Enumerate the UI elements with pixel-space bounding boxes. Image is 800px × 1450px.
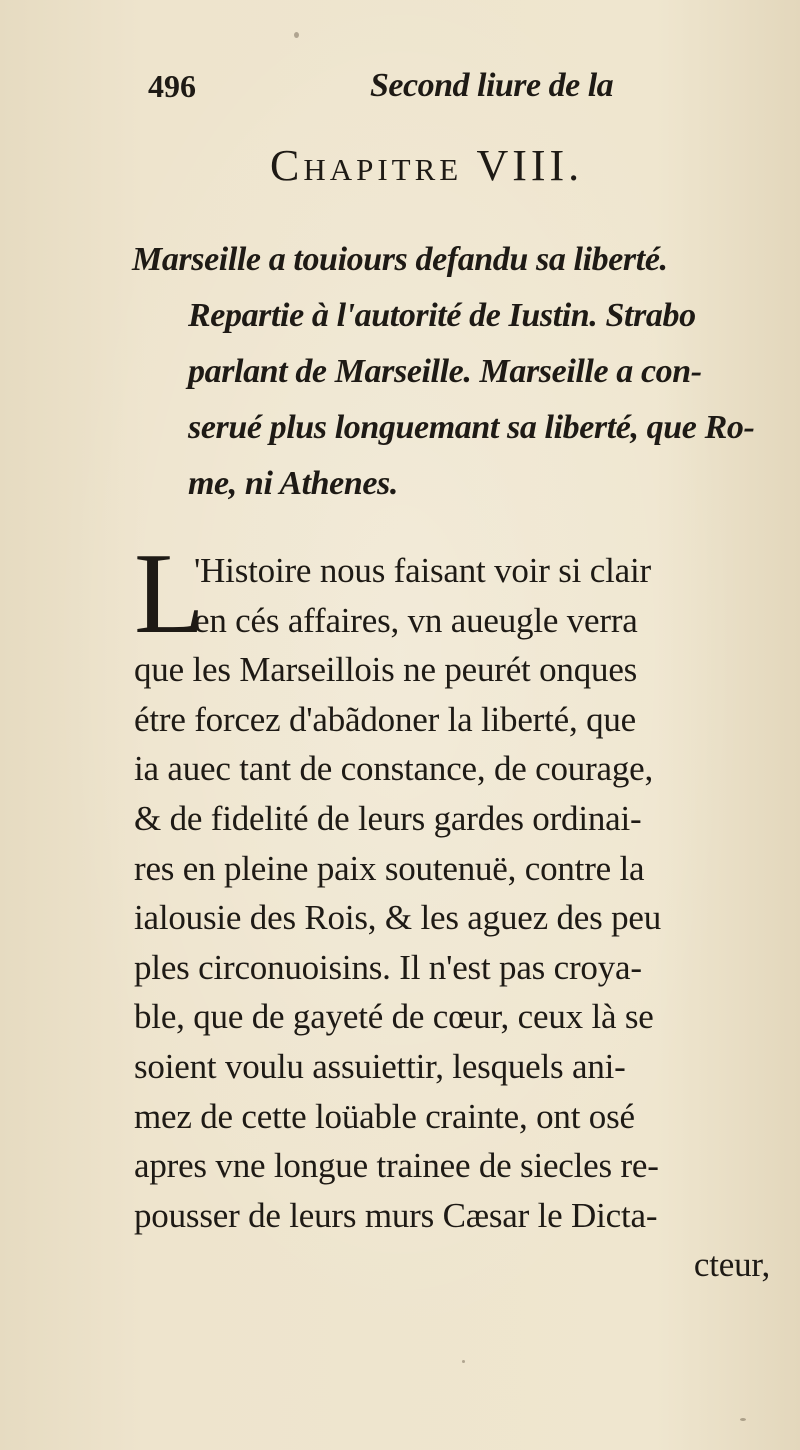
- argument-line: parlant de Marseille. Marseille a con-: [188, 353, 702, 390]
- chapter-heading: Chapitre VIII.: [270, 141, 584, 190]
- text-line: mez de cette loüable crainte, ont osé: [134, 1096, 635, 1136]
- catchword-line: cteur,: [693, 1245, 770, 1285]
- text-line: en cés affaires, vn aueugle verra: [194, 600, 638, 640]
- body-text: [134, 530, 784, 1290]
- paper-speck: [462, 1360, 465, 1363]
- text-line: étre forcez d'abãdoner la liberté, que: [134, 699, 637, 739]
- text-line: ia auec tant de constance, de courage,: [134, 749, 654, 789]
- drop-cap: L: [134, 530, 205, 658]
- running-title: Second liure de la: [370, 67, 614, 104]
- text-line: ble, que de gayeté de cœur, ceux là se: [134, 997, 654, 1037]
- text-line: & de fidelité de leurs gardes ordinai-: [134, 798, 642, 838]
- text-line: apres vne longue trainee de siecles re-: [134, 1146, 659, 1186]
- text-line: soient voulu assuiettir, lesquels ani-: [134, 1046, 626, 1086]
- paper-speck: [740, 1418, 746, 1421]
- text-line: res en pleine paix soutenuë, contre la: [134, 848, 645, 888]
- argument-line: me, ni Athenes.: [188, 465, 398, 502]
- text-line: ialousie des Rois, & les aguez des peu: [134, 898, 662, 938]
- argument-line: Repartie à l'autorité de Iustin. Strabo: [188, 297, 696, 334]
- paper-speck: [294, 32, 299, 38]
- argument-line: Marseille a touiours defandu sa liberté.: [132, 241, 668, 278]
- text-line: 'Histoire nous faisant voir si clair: [194, 551, 651, 590]
- text-line: ples circonuoisins. Il n'est pas croya-: [134, 947, 642, 987]
- argument-line: serué plus longuemant sa liberté, que Ro-: [188, 409, 755, 446]
- page-number: 496: [148, 68, 196, 104]
- text-line: que les Marseillois ne peurét onques: [134, 650, 638, 690]
- chapter-argument: [132, 232, 772, 512]
- page-header: [148, 66, 668, 114]
- text-line: pousser de leurs murs Cæsar le Dicta-: [134, 1195, 658, 1235]
